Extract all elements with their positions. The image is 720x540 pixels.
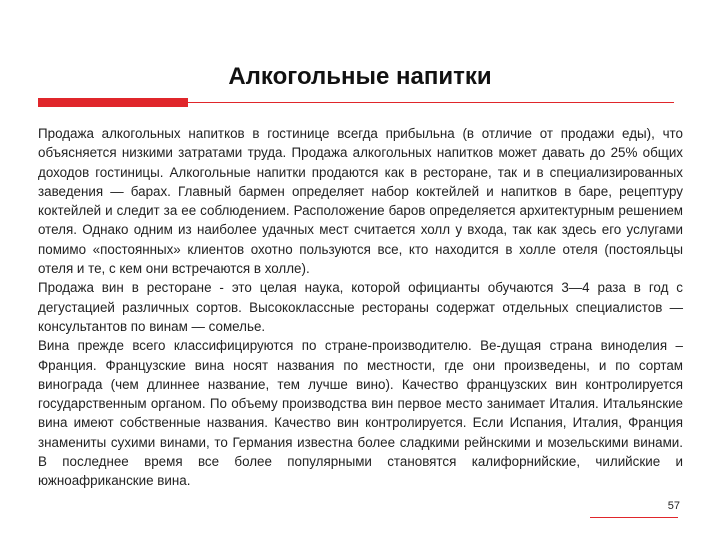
title-divider: [38, 98, 674, 108]
paragraph-wine-sales: Продажа вин в ресторане - это целая наука, которой официанты обучаются 3—4 раза в год с дегустацией различных сортов. Высококлассные рестораны содержат отдельных специалистов — консультантов по винам — сомелье.: [38, 280, 683, 334]
divider-line: [188, 102, 674, 103]
footer-divider-line: [590, 517, 678, 518]
page-number: 57: [667, 500, 680, 512]
paragraph-wine-classification: Вина прежде всего классифицируются по стране-производителю. Ве-дущая страна виноделия – Франция. Французские вина носят названия по местности, где они произведены, и по сортам винограда (чем длиннее название, тем лучше вино). Качество французских вин контролируется государственным органом. По объему производства вин первое место занимает Италия. Итальянские вина имеют собственные названия. Качество вин контролируется. Если Испания, Италия, Франция знамениты сухими винами, то Германия известна более сладкими рейнскими и мозельскими винами. В последнее время все более популярными становятся калифорнийские, чилийские и южноафриканские вина.: [38, 338, 683, 489]
slide-title: Алкогольные напитки: [228, 63, 492, 90]
paragraph-bar-sales: Продажа алкогольных напитков в гостинице всегда прибыльна (в отличие от продажи еды), что объясняется низкими затратами труда. Продажа алкогольных напитков может давать до 25% общих доходов гостиницы. Алкогольные напитки продаются как в ресторане, так и в специализированных заведения — барах. Главный бармен определяет набор коктейлей и напитков в баре, рецептуру коктейлей и следит за ее соблюдением. Расположение баров определяется архитектурным решением отеля. Однако одним из наиболее удачных мест считается холл у входа, так как здесь его услугами помимо «постоянных» клиентов охотно пользуются все, кто находится в холле отеля (постояльцы отеля и те, с кем они встречаются в холле).: [38, 126, 683, 277]
slide-body: [38, 124, 683, 491]
divider-accent-block: [38, 98, 188, 107]
